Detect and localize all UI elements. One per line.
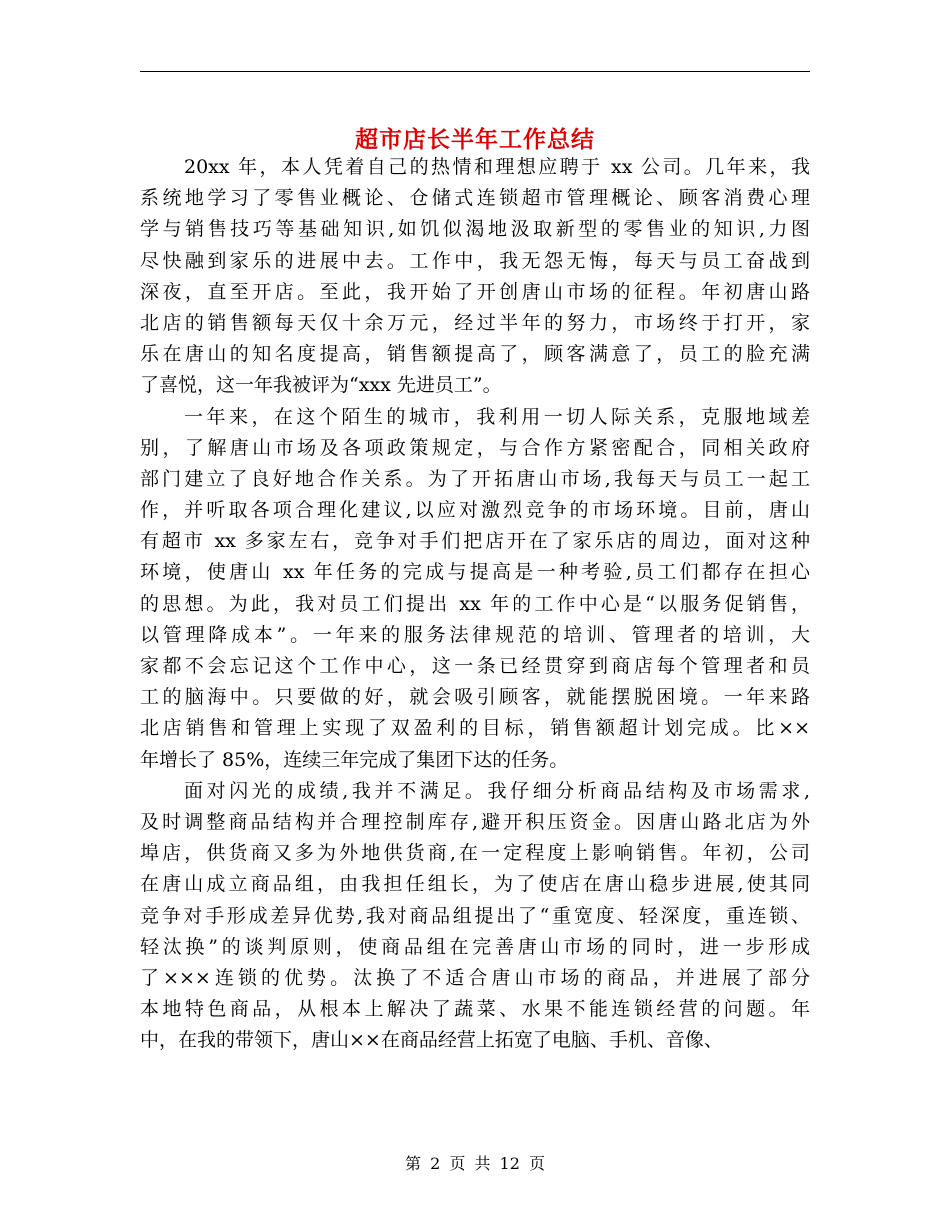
text-line: 学与销售技巧等基础知识,如饥似渴地汲取新型的零售业的知识,力图 xyxy=(140,218,810,241)
document-body xyxy=(140,152,810,1056)
text-line: 工的脑海中。只要做的好，就会吸引顾客，就能摆脱困境。一年来路 xyxy=(140,686,810,709)
text-line: 北店的销售额每天仅十余万元，经过半年的努力，市场终于打开，家 xyxy=(140,311,810,334)
text-line: 20xx 年，本人凭着自己的热情和理想应聘于 xx 公司。几年来，我 xyxy=(184,156,810,178)
text-line: 竞争对手形成差异优势,我对商品组提出了“重宽度、轻深度，重连锁、 xyxy=(140,904,810,927)
text-line: 一年来，在这个陌生的城市，我利用一切人际关系，克服地域差 xyxy=(184,405,810,428)
text-line: 年增长了 85%，连续三年完成了集团下达的任务。 xyxy=(140,748,569,771)
paragraph xyxy=(140,776,810,1057)
text-line: 别，了解唐山市场及各项政策规定，与合作方紧密配合，同相关政府 xyxy=(140,436,810,459)
text-line: 系统地学习了零售业概论、仓储式连锁超市管理概论、顾客消费心理 xyxy=(140,187,810,210)
text-line: 有超市 xx 多家左右，竞争对手们把店开在了家乐店的周边，面对这种 xyxy=(140,530,810,553)
text-line: 埠店，供货商又多为外地供货商,在一定程度上影响销售。年初，公司 xyxy=(140,842,810,865)
text-line: 了喜悦，这一年我被评为“xxx 先进员工”。 xyxy=(140,374,502,397)
text-line: 面对闪光的成绩,我并不满足。我仔细分析商品结构及市场需求, xyxy=(184,779,810,802)
text-line: 中，在我的带领下，唐山××在商品经营上拓宽了电脑、手机、音像、 xyxy=(140,1029,723,1052)
text-line: 部门建立了良好地合作关系。为了开拓唐山市场,我每天与员工一起工 xyxy=(140,467,810,490)
text-line: 及时调整商品结构并合理控制库存,避开积压资金。因唐山路北店为外 xyxy=(140,810,810,833)
paragraph xyxy=(140,402,810,776)
text-line: 尽快融到家乐的进展中去。工作中，我无怨无悔，每天与员工奋战到 xyxy=(140,249,810,272)
text-line: 作，并听取各项合理化建议,以应对激烈竞争的市场环境。目前，唐山 xyxy=(140,499,810,522)
text-line: 北店销售和管理上实现了双盈利的目标，销售额超计划完成。比×× xyxy=(140,717,810,740)
text-line: 环境，使唐山 xx 年任务的完成与提高是一种考验,员工们都存在担心 xyxy=(140,561,810,584)
paragraph xyxy=(140,152,810,402)
text-line: 以管理降成本”。一年来的服务法律规范的培训、管理者的培训，大 xyxy=(140,623,810,646)
text-line: 在唐山成立商品组，由我担任组长，为了使店在唐山稳步进展,使其同 xyxy=(140,873,810,896)
header-rule xyxy=(140,71,810,72)
text-line: 家都不会忘记这个工作中心，这一条已经贯穿到商店每个管理者和员 xyxy=(140,655,810,677)
page-number-footer: 第 2 页 共 12 页 xyxy=(405,1154,545,1173)
text-line: 乐在唐山的知名度提高，销售额提高了，顾客满意了，员工的脸充满 xyxy=(140,343,810,366)
text-line: 轻汰换”的谈判原则，使商品组在完善唐山市场的同时，进一步形成 xyxy=(140,935,810,958)
text-line: 本地特色商品，从根本上解决了蔬菜、水果不能连锁经营的问题。年 xyxy=(140,998,810,1021)
text-line: 了×××连锁的优势。汰换了不适合唐山市场的商品，并进展了部分 xyxy=(140,966,810,989)
document-title: 超市店长半年工作总结 xyxy=(355,126,595,154)
text-line: 的思想。为此，我对员工们提出 xx 年的工作中心是“以服务促销售， xyxy=(140,592,810,615)
text-line: 深夜，直至开店。至此，我开始了开创唐山市场的征程。年初唐山路 xyxy=(140,280,810,303)
